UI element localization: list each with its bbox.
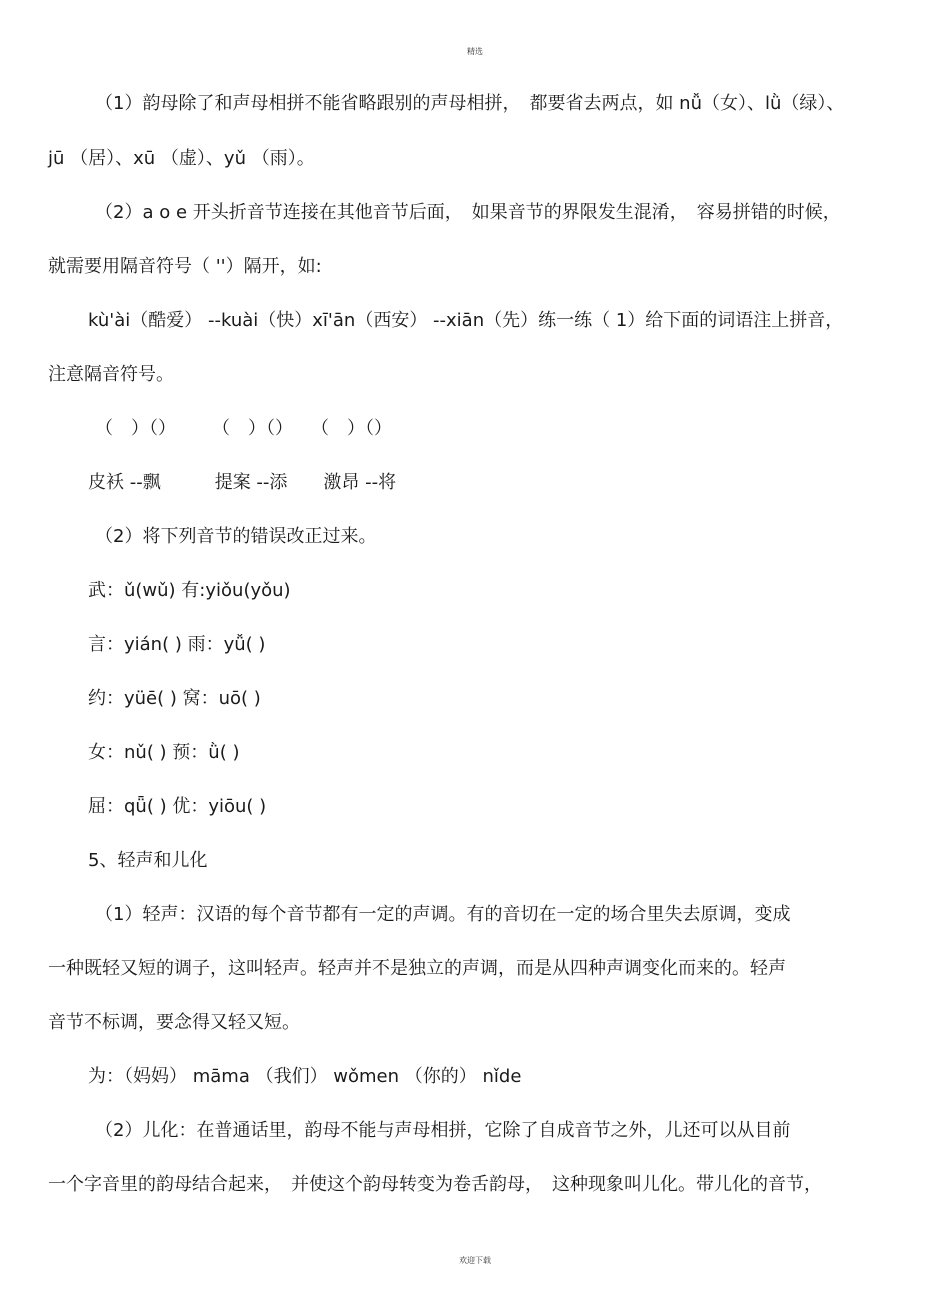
exercise-line: 屈：qǖ( ) 优：yiōu( ) [88,796,267,817]
example-line: 为：（妈妈） māma （我们） wǒmen （你的） nǐde [88,1066,522,1087]
paragraph-line: （1）韵母除了和声母相拼不能省略跟别的声母相拼， 都要省去两点，如 nǚ（女）、lǜ（绿）、 [95,93,845,114]
answer-blanks: （ ）（） （ ）（） （ ）（） [95,418,392,439]
exercise-line: 武：ǔ(wǔ) 有:yiǒu(yǒu) [88,580,291,601]
exercise-line: 女：nǔ( ) 预：ǜ( ) [88,742,240,763]
paragraph-line: （2）将下列音节的错误改正过来。 [95,526,377,547]
word-list: 皮袄 --飘 提案 --添 激昂 --将 [88,472,397,493]
paragraph-line: （1）轻声：汉语的每个音节都有一定的声调。有的音切在一定的场合里失去原调，变成 [95,904,791,925]
paragraph-line: 一种既轻又短的调子，这叫轻声。轻声并不是独立的声调，而是从四种声调变化而来的。轻声 [48,958,786,979]
paragraph-line: 就需要用隔音符号（ ''）隔开，如: [48,256,322,277]
paragraph-line: （2）儿化：在普通话里，韵母不能与声母相拼，它除了自成音节之外，儿还可以从目前 [95,1120,791,1141]
paragraph-line: 注意隔音符号。 [48,364,174,385]
page-header: 精选 [467,47,483,56]
paragraph-line: jū （居）、xū （虚）、yǔ （雨）。 [48,148,315,169]
page-footer: 欢迎下载 [459,1256,491,1265]
paragraph-line: 一个字音里的韵母结合起来， 并使这个韵母转变为卷舌韵母， 这种现象叫儿化。带儿化的音节， [48,1174,822,1195]
section-heading: 5、轻声和儿化 [88,850,208,871]
paragraph-line: kù'ài（酷爱） --kuài（快）xī'ān（西安） --xiān（先）练一练（ 1）给下面的词语注上拼音， [88,310,844,331]
exercise-line: 约：yüē( ) 窝：uō( ) [88,688,261,709]
paragraph-line: （2）a o e 开头折音节连接在其他音节后面， 如果音节的界限发生混淆， 容易拼错的时候， [95,202,841,223]
exercise-line: 言：yián( ) 雨：yǚ( ) [88,634,266,655]
paragraph-line: 音节不标调，要念得又轻又短。 [48,1012,300,1033]
